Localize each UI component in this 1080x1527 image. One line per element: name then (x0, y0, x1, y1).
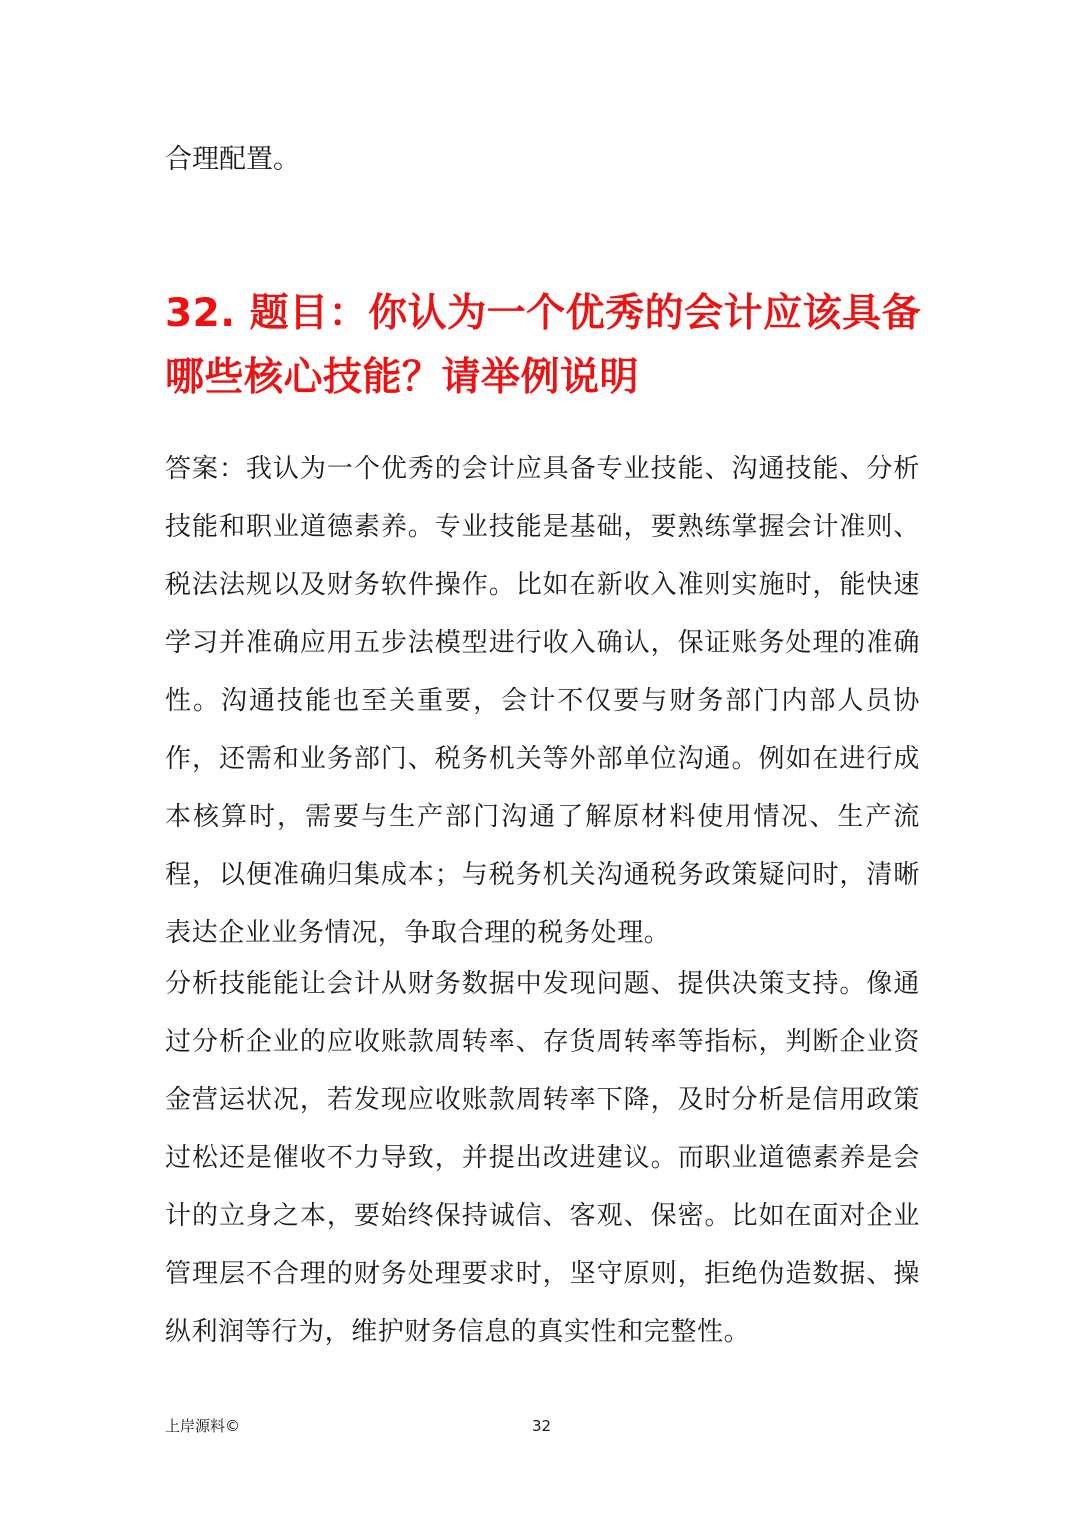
question-heading: 32. 题目：你认为一个优秀的会计应该具备哪些核心技能？请举例说明 (165, 291, 922, 400)
answer-paragraph-1: 答案：我认为一个优秀的会计应具备专业技能、沟通技能、分析技能和职业道德素养。专业技能是基础，要熟练掌握会计准则、税法法规以及财务软件操作。比如在新收入准则实施时，能快速学习并准确应用五步法模型进行收入确认，保证账务处理的准确性。沟通技能也至关重要，会计不仅要与财务部门内部人员协作，还需和业务部门、税务机关等外部单位沟通。例如在进行成本核算时，需要与生产部门沟通了解原材料使用情况、生产流程，以便准确归集成本；与税务机关沟通税务政策疑问时，清晰表达企业业务情况，争取合理的税务处理。 (165, 454, 920, 948)
page-number: 32 (532, 1417, 552, 1435)
answer-paragraph-2: 分析技能能让会计从财务数据中发现问题、提供决策支持。像通过分析企业的应收账款周转率、存货周转率等指标，判断企业资金营运状况，若发现应收账款周转率下降，及时分析是信用政策过松还是催收不力导致，并提出改进建议。而职业道德素养是会计的立身之本，要始终保持诚信、客观、保密。比如在面对企业管理层不合理的财务处理要求时，坚守原则，拒绝伪造数据、操纵利润等行为，维护财务信息的真实性和完整性。 (165, 969, 920, 1347)
footer-brand: 上岸源料© (165, 1417, 241, 1435)
previous-text-tail: 合理配置。 (165, 144, 300, 175)
